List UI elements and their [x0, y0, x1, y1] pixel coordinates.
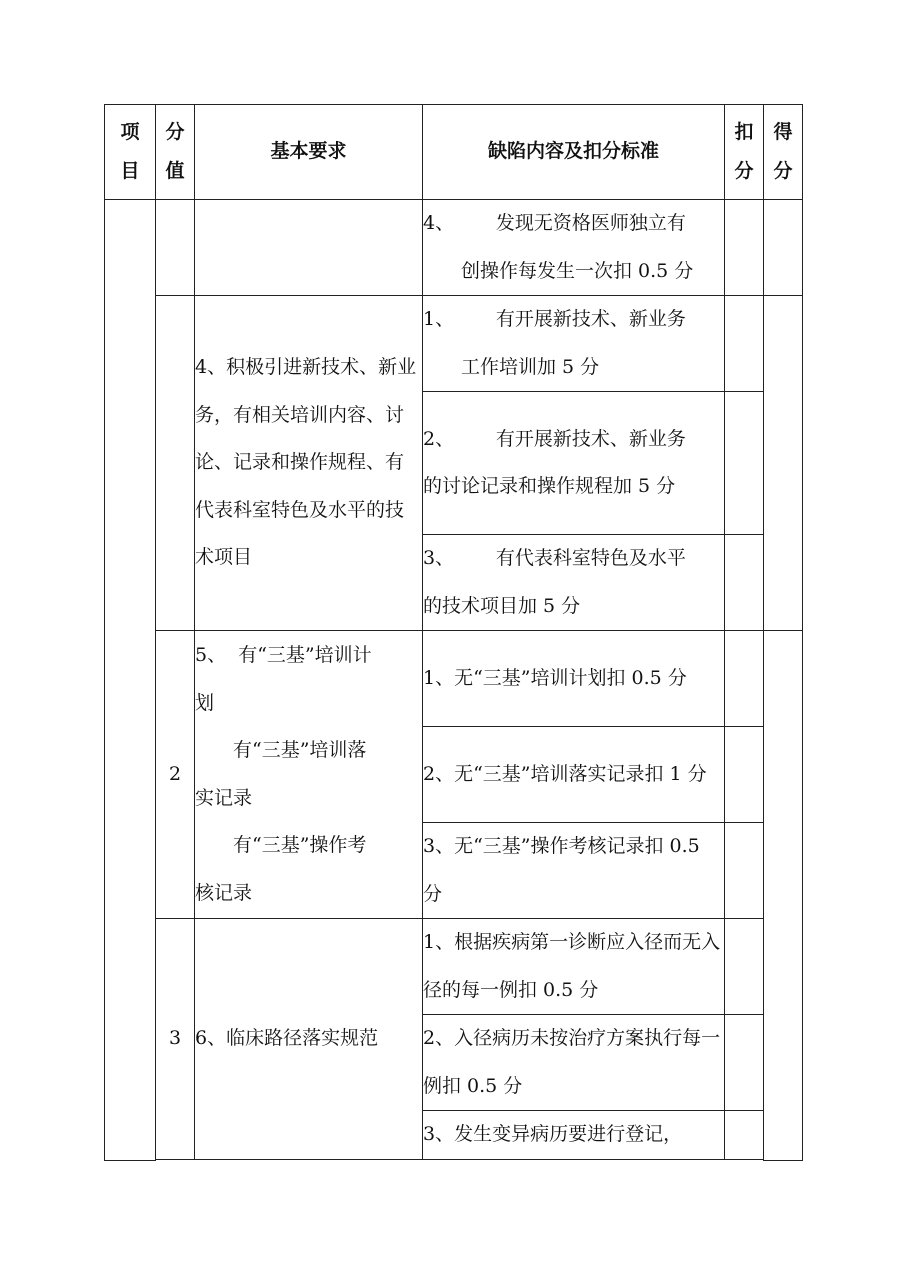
- standard-cell: 3、 有代表科室特色及水平 的技术项目加 5 分: [423, 535, 725, 631]
- standard-cell: 1、无“三基”培训计划扣 0.5 分: [423, 631, 725, 727]
- deduction-cell: [725, 200, 764, 296]
- earned-cell: [764, 200, 803, 296]
- score-cell: 3: [156, 919, 195, 1160]
- score-cell: [156, 200, 195, 296]
- standard-cell: 2、无“三基”培训落实记录扣 1 分: [423, 727, 725, 823]
- standard-cell: 1、 有开展新技术、新业务 工作培训加 5 分: [423, 296, 725, 392]
- standard-cell: 1、根据疾病第一诊断应入径而无入径的每一例扣 0.5 分: [423, 919, 725, 1015]
- header-earned: 得 分: [764, 105, 803, 200]
- standard-cell: 3、无“三基”操作考核记录扣 0.5 分: [423, 823, 725, 919]
- requirement-cell: 4、积极引进新技术、新业务，有相关培训内容、讨论、记录和操作规程、有代表科室特色及水平的技术项目: [195, 296, 423, 631]
- header-item: 项 目: [105, 105, 156, 200]
- deduction-cell: [725, 631, 764, 727]
- standard-cell: 4、 发现无资格医师独立有 创操作每发生一次扣 0.5 分: [423, 200, 725, 296]
- header-row: [105, 105, 803, 200]
- deduction-cell: [725, 392, 764, 535]
- table-row: [105, 631, 803, 727]
- standard-cell: 2、入径病历未按治疗方案执行每一例扣 0.5 分: [423, 1015, 725, 1111]
- requirement-cell: 5、 有“三基”培训计 划 有“三基”培训落 实记录 有“三基”操作考 核记录: [195, 631, 423, 919]
- header-basic-requirements: 基本要求: [195, 105, 423, 200]
- header-deduction: 扣 分: [725, 105, 764, 200]
- requirement-cell: [195, 200, 423, 296]
- table-row: [105, 919, 803, 1015]
- scoring-table: [104, 104, 803, 1161]
- standard-cell: 3、发生变异病历要进行登记，: [423, 1111, 725, 1160]
- standard-cell: 2、 有开展新技术、新业务 的讨论记录和操作规程加 5 分: [423, 392, 725, 535]
- earned-cell: [764, 296, 803, 631]
- deduction-cell: [725, 1111, 764, 1160]
- score-cell: [156, 296, 195, 631]
- deduction-cell: [725, 727, 764, 823]
- score-cell: 2: [156, 631, 195, 919]
- table-row: [105, 200, 803, 296]
- table-row: [105, 296, 803, 392]
- deduction-cell: [725, 535, 764, 631]
- requirement-cell: 6、临床路径落实规范: [195, 919, 423, 1160]
- deduction-cell: [725, 919, 764, 1015]
- header-score: 分 值: [156, 105, 195, 200]
- spacer-row: [105, 1159, 803, 1160]
- deduction-cell: [725, 1015, 764, 1111]
- deduction-cell: [725, 296, 764, 392]
- item-cell: [105, 200, 156, 1161]
- deduction-cell: [725, 823, 764, 919]
- earned-cell: [764, 631, 803, 1161]
- header-deduction-standard: 缺陷内容及扣分标准: [423, 105, 725, 200]
